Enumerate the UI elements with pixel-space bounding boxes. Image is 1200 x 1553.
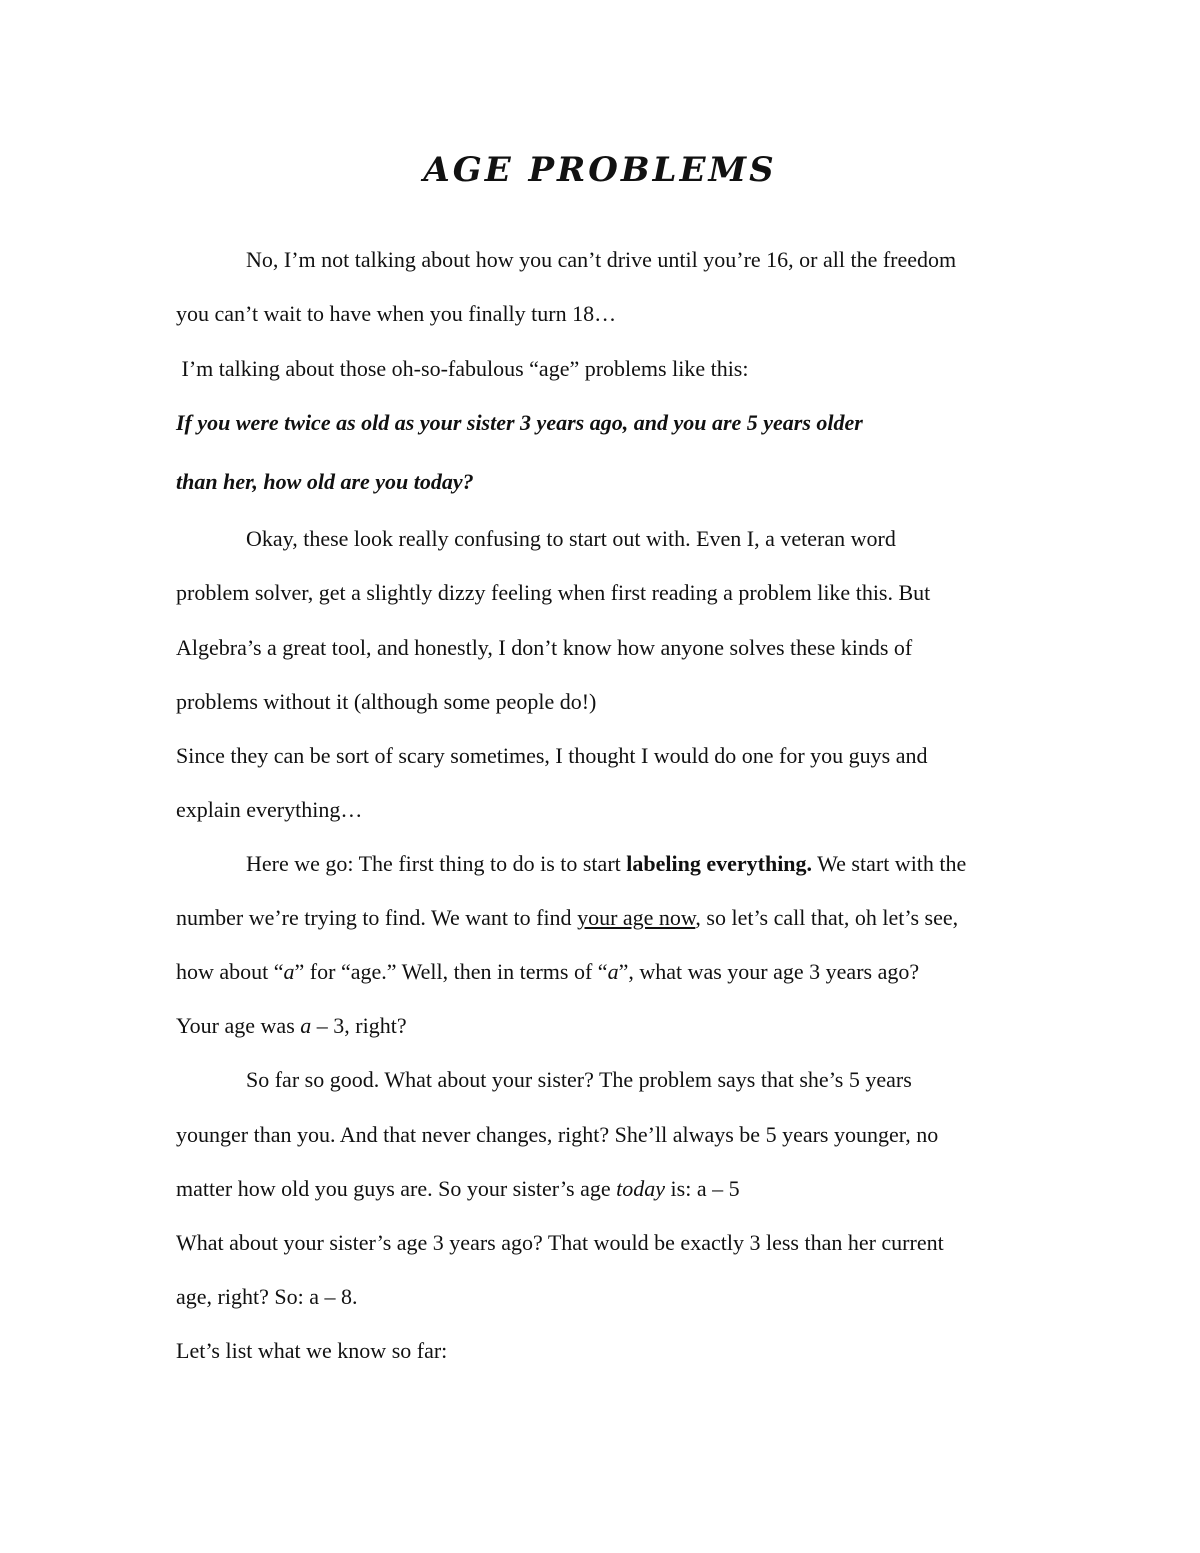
paragraph-line: age, right? So: a – 8. [176, 1284, 358, 1309]
italic-today: today [616, 1176, 666, 1201]
text-span: , so let’s call that, oh let’s see, [695, 905, 959, 930]
paragraph-line [176, 1174, 740, 1204]
paragraph-line [176, 1011, 407, 1041]
text-span: how about “ [176, 959, 284, 984]
text-span: Your age was [176, 1013, 301, 1038]
paragraph-line: problems without it (although some people do!) [176, 689, 597, 714]
paragraph-line: So far so good. What about your sister? The problem says that she’s 5 years [246, 1067, 912, 1092]
paragraph-line: Since they can be sort of scary sometimes, I thought I would do one for you guys and [176, 743, 928, 768]
text-span: is: a – 5 [665, 1176, 740, 1201]
text-span: – 3, right? [311, 1013, 407, 1038]
paragraph-line: you can’t wait to have when you finally turn 18… [176, 301, 617, 326]
paragraph-line: explain everything… [176, 797, 363, 822]
paragraph-line [246, 849, 966, 879]
paragraph-line: younger than you. And that never changes, right? She’ll always be 5 years younger, no [176, 1122, 939, 1147]
question-line: than her, how old are you today? [176, 469, 474, 494]
bold-phrase: labeling everything. [626, 851, 813, 876]
variable-a: a [283, 959, 295, 984]
text-span: number we’re trying to find. We want to find [176, 905, 578, 930]
paragraph-line: I’m talking about those oh-so-fabulous “age” problems like this: [176, 356, 749, 381]
paragraph-line [176, 957, 919, 987]
paragraph-line: Okay, these look really confusing to start out with. Even I, a veteran word [246, 526, 896, 551]
text-span: Here we go: The first thing to do is to start [246, 851, 627, 876]
paragraph-line: No, I’m not talking about how you can’t drive until you’re 16, or all the freedom [246, 247, 957, 272]
paragraph-line: Algebra’s a great tool, and honestly, I don’t know how anyone solves these kinds of [176, 635, 913, 660]
paragraph-line: problem solver, get a slightly dizzy feeling when first reading a problem like this. But [176, 580, 931, 605]
variable-a: a [300, 1013, 312, 1038]
paragraph-line [176, 903, 958, 933]
text-span: matter how old you guys are. So your sister’s age [176, 1176, 617, 1201]
text-span: We start with the [817, 851, 967, 876]
text-span: ” for “age.” Well, then in terms of “ [294, 959, 608, 984]
underlined-phrase: your age now [577, 905, 696, 930]
text-span: ”, what was your age 3 years ago? [618, 959, 920, 984]
question-line: If you were twice as old as your sister 3 years ago, and you are 5 years older [176, 410, 863, 435]
page-title: AGE PROBLEMS [423, 150, 777, 190]
paragraph-line: What about your sister’s age 3 years ago? That would be exactly 3 less than her current [176, 1230, 944, 1255]
variable-a: a [607, 959, 619, 984]
paragraph-line: Let’s list what we know so far: [176, 1338, 448, 1363]
